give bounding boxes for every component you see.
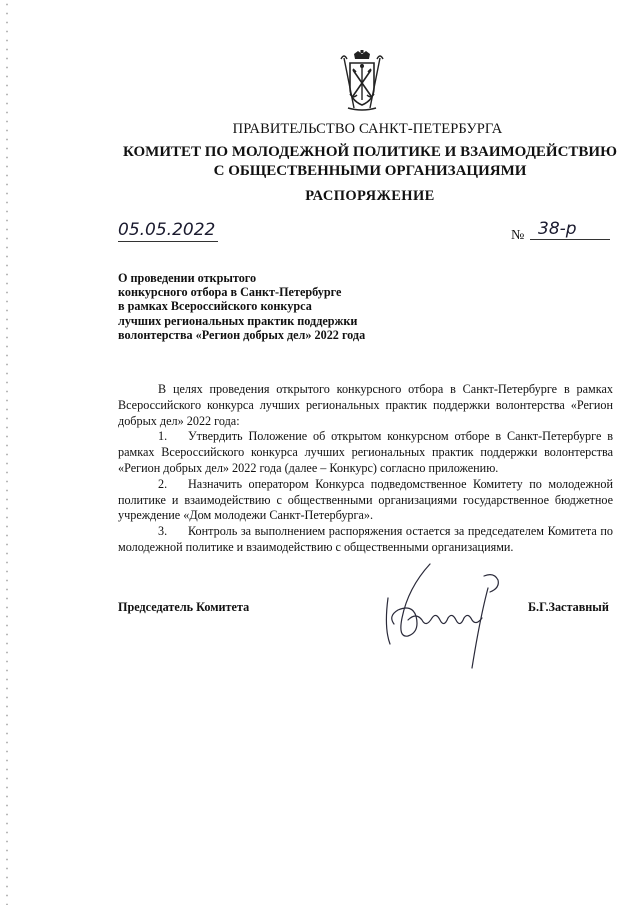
- body-item-2: [118, 477, 613, 524]
- handwritten-signature: [368, 558, 508, 678]
- item-number: 3.: [158, 524, 168, 539]
- committee-title-line2: С ОБЩЕСТВЕННЫМИ ОРГАНИЗАЦИЯМИ: [213, 163, 527, 179]
- committee-title-line1: КОМИТЕТ ПО МОЛОДЕЖНОЙ ПОЛИТИКЕ И ВЗАИМОДЕЙСТВИЮ: [123, 144, 617, 160]
- document-subject: [118, 271, 408, 342]
- subject-line: лучших региональных практик поддержки: [118, 313, 358, 328]
- coat-of-arms-icon: [340, 50, 384, 112]
- document-number: 38-р: [530, 219, 610, 240]
- subject-line: в рамках Всероссийского конкурса: [118, 299, 312, 314]
- subject-line: волонтерства «Регион добрых дел» 2022 года: [118, 327, 366, 342]
- number-label: №: [511, 228, 525, 243]
- committee-title: [0, 143, 640, 181]
- document-date: 05.05.2022: [118, 220, 218, 242]
- document-type: РАСПОРЯЖЕНИЕ: [305, 188, 435, 204]
- item-number: 2.: [158, 476, 168, 491]
- subject-line: О проведении открытого: [118, 271, 257, 285]
- document-body: [118, 382, 613, 556]
- item-text: Назначить оператором Конкурса подведомственное Комитету по молодежной политике и взаимодействию с общественными организациями государственное бюджетное учреждение «Дом молодежи Санкт-Петербурга».: [118, 476, 613, 523]
- item-text: Контроль за выполнением распоряжения остается за председателем Комитета по молодежной политике и взаимодействию с общественными организациями.: [118, 524, 613, 554]
- signatory-name: Б.Г.Заставный: [528, 600, 609, 614]
- body-item-3: [118, 524, 613, 556]
- item-number: 1.: [158, 429, 168, 444]
- body-intro: В целях проведения открытого конкурсного отбора в Санкт-Петербурге в рамках Всероссийского конкурса лучших региональных практик поддержки волонтерства «Регион добрых дел» 2022 года:: [118, 382, 613, 428]
- subject-line: конкурсного отбора в Санкт-Петербурге: [118, 285, 342, 300]
- government-title: ПРАВИТЕЛЬСТВО САНКТ-ПЕТЕРБУРГА: [232, 121, 503, 137]
- signatory-title: Председатель Комитета: [118, 600, 250, 614]
- body-item-1: [118, 429, 613, 476]
- item-text: Утвердить Положение об открытом конкурсном отборе в Санкт-Петербурге в рамках Всероссийского конкурса лучших региональных практик поддержки волонтерства «Регион добрых дел» 2022 года (далее – Конкурс) согласно приложению.: [118, 429, 613, 475]
